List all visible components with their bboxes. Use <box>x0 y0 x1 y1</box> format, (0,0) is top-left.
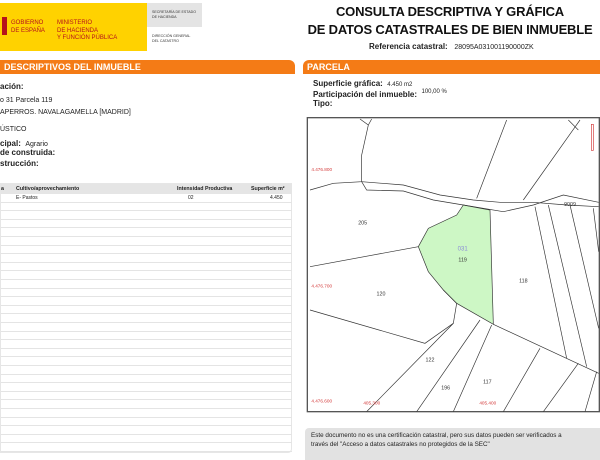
gob-line2: DE ESPAÑA <box>11 27 45 34</box>
participacion-label: Participación del inmueble: <box>313 90 418 99</box>
note-line1: Este documento no es una certificación catastral, pero sus datos pueden ser verificados a <box>311 432 562 439</box>
table-row-empty <box>1 306 292 315</box>
section-b: INMUEBLE <box>93 62 141 72</box>
secretaria-box <box>147 3 202 27</box>
clase-value: ÚSTICO <box>0 126 27 133</box>
table-row-empty <box>1 375 292 384</box>
localizacion-line1: o 31 Parcela 119 <box>0 97 53 104</box>
coord-y-3: 4.476.600 <box>311 398 333 404</box>
participacion-row <box>313 88 447 99</box>
col-subparcela: a <box>1 186 4 192</box>
localizacion-line2: APERROS. NAVALAGAMELLA [MADRID] <box>0 109 131 116</box>
anio-construccion-label: strucción: <box>0 159 39 168</box>
tipo-label: Tipo: <box>313 99 333 108</box>
map-label-122: 122 <box>425 357 435 364</box>
coord-y-2: 4.476.700 <box>311 283 333 289</box>
table-row-empty <box>1 418 292 427</box>
table-row-empty <box>1 297 292 306</box>
note-line2: través del "Acceso a datos catastrales no protegidos de la SEC" <box>311 440 490 448</box>
table-row-empty <box>1 289 292 298</box>
table-row-empty <box>1 426 292 435</box>
table-row-empty <box>1 323 292 332</box>
cadastral-map[interactable] <box>300 115 600 415</box>
ministerio-label <box>57 20 117 43</box>
cultivos-table <box>0 183 292 453</box>
referencia <box>369 42 534 53</box>
map-label-205: 205 <box>358 220 368 227</box>
table-row-empty <box>1 203 292 212</box>
table-row <box>1 194 292 203</box>
map-label-118: 118 <box>519 278 528 285</box>
table-row-empty <box>1 246 292 255</box>
map-label-120: 120 <box>376 291 386 298</box>
table-row-empty <box>1 443 292 452</box>
table-row-empty <box>1 383 292 392</box>
section-header-inmueble <box>0 60 295 74</box>
coat-of-arms-icon <box>2 17 7 35</box>
table-row-empty <box>1 435 292 444</box>
min-line2: DE HACIENDA <box>57 27 99 34</box>
min-line1: MINISTERIO <box>57 20 93 26</box>
disclaimer-note <box>305 428 600 460</box>
gobierno-logo-banner <box>0 3 147 51</box>
gob-line1: GOBIERNO <box>11 20 44 26</box>
dir-line1: DIRECCIÓN GENERAL <box>152 34 191 38</box>
section-header-parcela: PARCELA <box>303 60 600 74</box>
col-intensidad: Intensidad Productiva <box>177 186 233 192</box>
direccion-label <box>152 34 190 44</box>
table-header <box>1 184 292 194</box>
dir-line2: DEL CATASTRO <box>152 39 179 43</box>
coord-y-1: 4.476.800 <box>311 167 333 172</box>
col-cultivo: Cultivo/aprovechamiento <box>16 186 80 192</box>
cell-intensidad: 02 <box>188 195 194 201</box>
table-row-empty <box>1 314 292 323</box>
sec-line1: SECRETARÍA DE ESTADO <box>152 10 196 14</box>
col-superficie: Superficie m² <box>251 186 285 192</box>
uso-value: Agrario <box>25 141 48 148</box>
ref-value: 28095A031001190000ZK <box>454 44 534 51</box>
sup-grafica-label: Superficie gráfica: <box>313 79 383 88</box>
map-label-117: 117 <box>483 379 492 386</box>
secretaria-label <box>152 10 196 20</box>
table-row-empty <box>1 263 292 272</box>
coord-x-2: 405.400 <box>479 400 497 406</box>
coord-x-1: 405.300 <box>363 400 381 406</box>
table-row-empty <box>1 280 292 289</box>
table-row-empty <box>1 392 292 401</box>
page-title-line1: CONSULTA DESCRIPTIVA Y GRÁFICA <box>335 4 564 19</box>
table-row-empty <box>1 271 292 280</box>
table-row-empty <box>1 349 292 358</box>
table-row-empty <box>1 228 292 237</box>
map-label-196: 196 <box>441 385 451 392</box>
map-label-119: 119 <box>458 257 467 264</box>
table-row-empty <box>1 409 292 418</box>
table-row-empty <box>1 332 292 341</box>
gobierno-label <box>11 20 45 35</box>
cell-cultivo: E- Pastos <box>16 195 38 201</box>
table-row-empty <box>1 254 292 263</box>
participacion-value: 100,00 % <box>421 89 447 95</box>
localizacion-label: ación: <box>0 82 24 91</box>
table-row-empty <box>1 400 292 409</box>
section-a: DESCRIPTIVOS DEL <box>4 62 94 72</box>
sup-grafica-value: 4.450 m2 <box>387 82 413 88</box>
min-line3: Y FUNCIÓN PÚBLICA <box>57 35 118 41</box>
table-row-empty <box>1 340 292 349</box>
map-label-9009: 9009 <box>564 202 576 208</box>
ref-label: Referencia catastral: <box>369 42 448 51</box>
page-title-line2: DE DATOS CATASTRALES DE BIEN INMUEBLE <box>307 22 593 37</box>
table-row-empty <box>1 366 292 375</box>
table-row-empty <box>1 237 292 246</box>
map-label-poligono: 031 <box>457 246 468 253</box>
table-row-empty <box>1 220 292 229</box>
superficie-construida-label: de construida: <box>0 148 56 157</box>
table-row-empty <box>1 211 292 220</box>
uso-label: cipal: <box>0 139 21 148</box>
table-row-empty <box>1 357 292 366</box>
sec-line2: DE HACIENDA <box>152 15 177 19</box>
cell-superficie: 4.450 <box>270 195 283 201</box>
